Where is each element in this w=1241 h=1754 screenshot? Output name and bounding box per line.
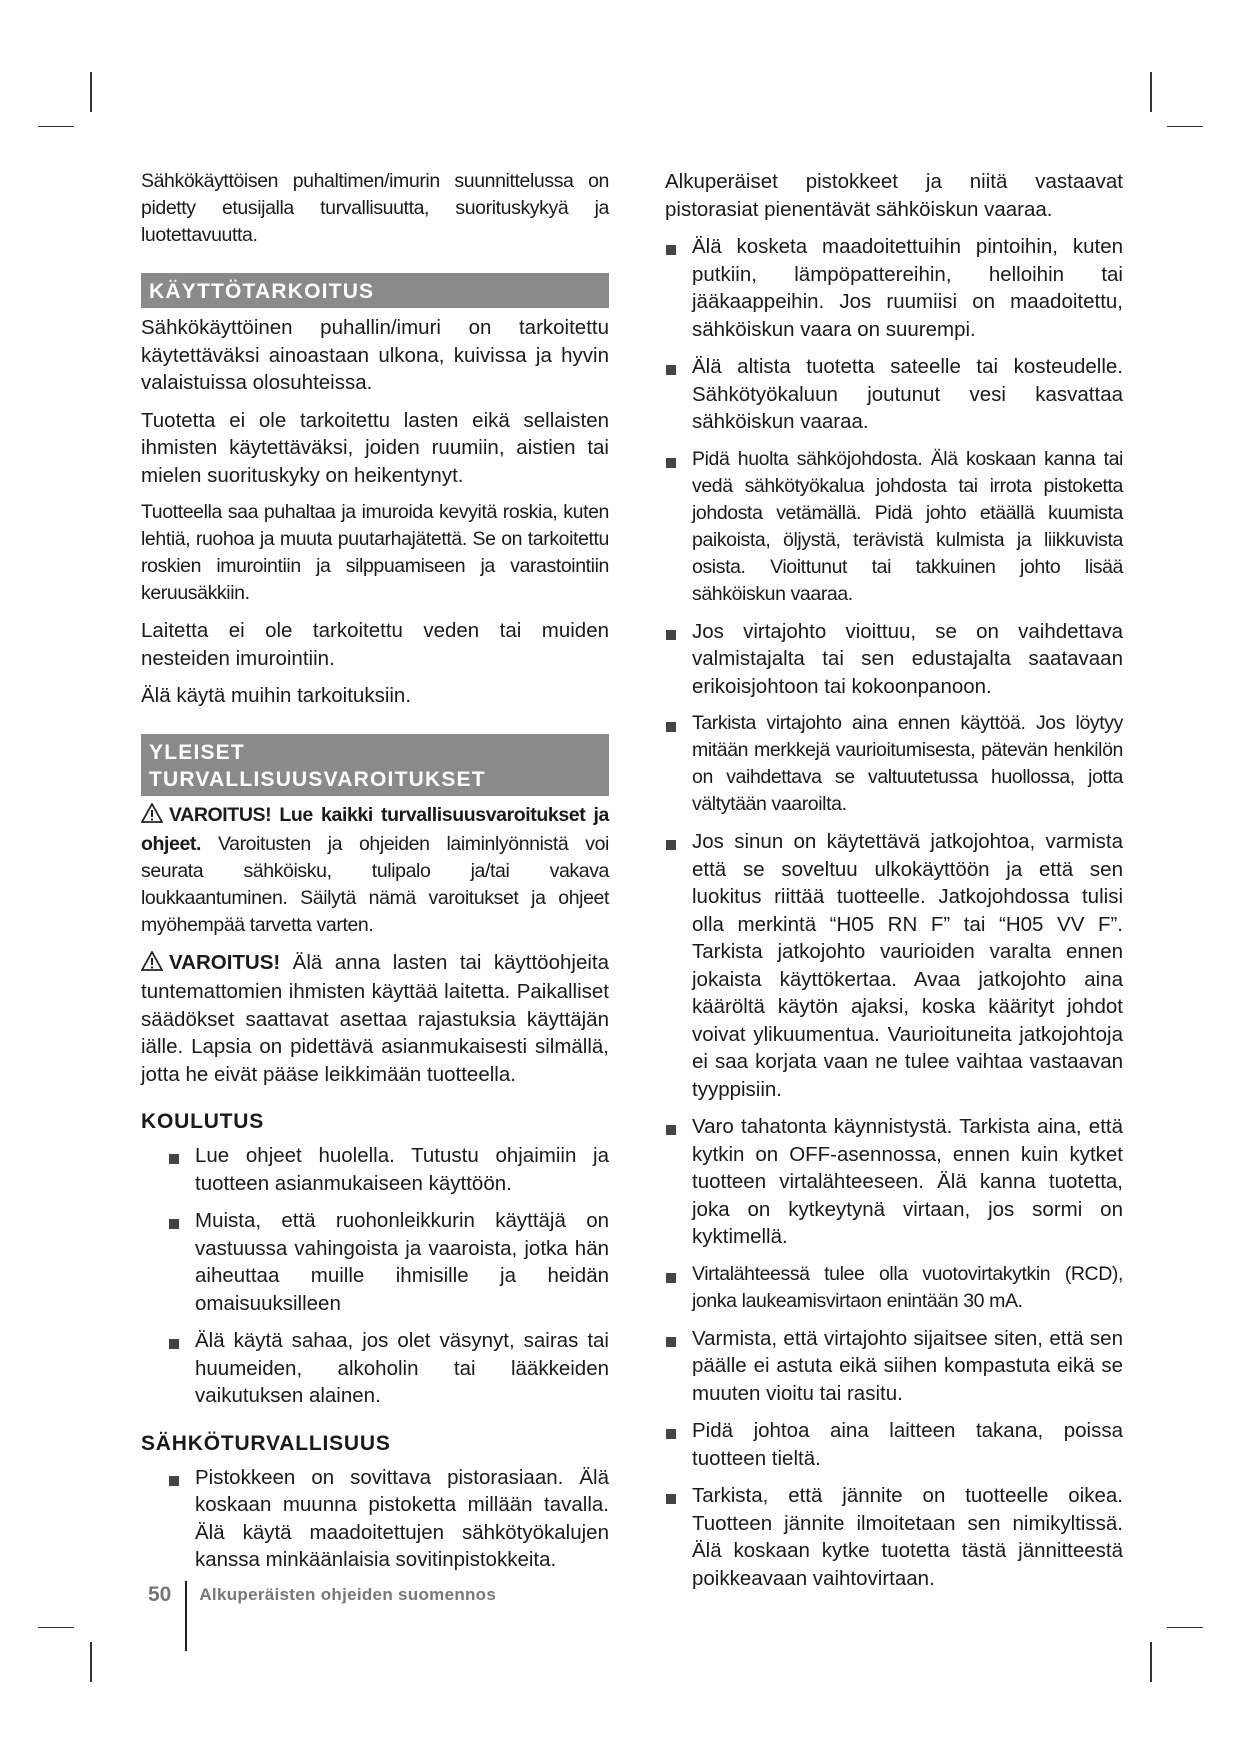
paragraph: Älä käytä muihin tarkoituksiin. bbox=[141, 684, 412, 707]
list-item: Älä altista tuotetta sateelle tai kosteudelle. Sähkötyökaluun joutunut vesi kasvattaa sähköiskun vaaraa. bbox=[665, 353, 1123, 436]
crop-mark bbox=[1150, 72, 1152, 112]
warning-bold-text: VAROITUS! Lue kaikki turvallisuusvaroitukset ja ohjeet. bbox=[141, 803, 609, 855]
list-item: Jos virtajohto vioittuu, se on vaihdettava valmistajalta tai sen edustajalta saatavaan erikoisjohtoon tai kokoonpanoon. bbox=[665, 618, 1123, 701]
list-item: Pistokkeen on sovittava pistorasiaan. Älä koskaan muunna pistoketta millään tavalla. Älä käytä maadoitettujen sähkötyökalujen kanssa minkäänlaisia sovitinpistokkeita. bbox=[168, 1464, 609, 1574]
page-footer bbox=[148, 1581, 496, 1651]
warning-triangle-icon bbox=[141, 951, 163, 979]
heading-line: YLEISET bbox=[149, 740, 245, 764]
warning-bold-text: VAROITUS! bbox=[169, 950, 281, 974]
warning-triangle-icon bbox=[141, 803, 163, 831]
warning-text: Älä anna lasten tai käyttöohjeita tuntemattomien ihmisten käyttää laitetta. Paikalliset säädökset saattavat asettaa rajastuksia käyttäjän iälle. Lapsia on pidettävä asianmukaisesti silmällä, jotta he eivät pääse leikkimään tuotteella. bbox=[141, 950, 609, 1086]
list-item: Älä käytä sahaa, jos olet väsynyt, sairas tai huumeiden, alkoholin tai lääkkeiden vaikutuksen alainen. bbox=[168, 1327, 609, 1410]
crop-mark bbox=[90, 72, 92, 112]
list-item: Virtalähteessä tulee olla vuotovirtakytkin (RCD), jonka laukeamisvirtaon enintään 30 mA. bbox=[665, 1261, 1123, 1315]
footer-text: Alkuperäisten ohjeiden suomennos bbox=[199, 1585, 497, 1604]
paragraph: Tuotteella saa puhaltaa ja imuroida kevyitä roskia, kuten lehtiä, ruohoa ja muuta puutarhajätettä. Se on tarkoitettu roskien imurointiin ja silppuamiseen ja varastointiin keruusäkkiin. bbox=[141, 501, 609, 604]
crop-mark bbox=[1167, 1627, 1203, 1628]
footer-divider bbox=[185, 1581, 187, 1651]
list-item: Varo tahatonta käynnistystä. Tarkista aina, että kytkin on OFF-asennossa, ennen kuin kytket tuotteen virtalähteeseen. Älä kanna tuotetta, joka on kytkeytynä virtaan, jos sormi on kyktimellä. bbox=[665, 1113, 1123, 1251]
section-heading-yleiset bbox=[141, 734, 609, 796]
list-item: Lue ohjeet huolella. Tutustu ohjaimiin ja tuotteen asianmukaiseen käyttöön. bbox=[168, 1142, 609, 1197]
section-heading-kayttotarkoitus: KÄYTTÖTARKOITUS bbox=[141, 273, 609, 308]
left-column bbox=[141, 168, 609, 1584]
page-number: 50 bbox=[148, 1583, 172, 1606]
crop-mark bbox=[90, 1642, 92, 1682]
list-item: Muista, että ruohonleikkurin käyttäjä on vastuussa vahingoista ja vaaroista, jotka hän aiheuttaa muille ihmisille ja heidän omaisuuksilleen bbox=[168, 1207, 609, 1317]
crop-mark bbox=[38, 1627, 74, 1628]
paragraph: Laitetta ei ole tarkoitettu veden tai muiden nesteiden imurointiin. bbox=[141, 619, 609, 670]
right-column bbox=[665, 168, 1123, 1602]
warning-text: Varoitusten ja ohjeiden laiminlyönnistä voi seurata sähköisku, tulipalo ja/tai vakava loukkaantuminen. Säilytä nämä varoitukset ja ohjeet myöhempää tarvetta varten. bbox=[141, 832, 609, 936]
warning-paragraph bbox=[141, 802, 609, 939]
subheading-sahkoturvallisuus: SÄHKÖTURVALLISUUS bbox=[141, 1431, 391, 1455]
list-item: Älä kosketa maadoitettuihin pintoihin, kuten putkiin, lämpöpattereihin, helloihin tai jääkaappeihin. Jos ruumiisi on maadoitettu, sähköiskun vaara on suurempi. bbox=[665, 233, 1123, 343]
heading-line: TURVALLISUUSVAROITUKSET bbox=[149, 767, 486, 791]
intro-paragraph: Sähkökäyttöisen puhaltimen/imurin suunnittelussa on pidetty etusijalla turvallisuutta, suorituskykyä ja luotettavuutta. bbox=[141, 170, 609, 246]
subheading-koulutus: KOULUTUS bbox=[141, 1110, 265, 1133]
list-item: Pidä huolta sähköjohdosta. Älä koskaan kanna tai vedä sähkötyökalua johdosta tai irrota pistoketta johdosta vetämällä. Pidä johto etäällä kuumista paikoista, öljystä, terävistä kulmista ja liikkuvista osista. Vioittunut tai takkuinen johto lisää sähköiskun vaaraa. bbox=[665, 446, 1123, 608]
warning-paragraph bbox=[141, 949, 609, 1089]
paragraph: Sähkökäyttöinen puhallin/imuri on tarkoitettu käytettäväksi ainoastaan ulkona, kuivissa ja hyvin valaistuissa olosuhteissa. bbox=[141, 316, 609, 394]
crop-mark bbox=[1150, 1642, 1152, 1682]
list-item: Varmista, että virtajohto sijaitsee siten, että sen päälle ei astuta eikä siihen kompastuta eikä se muuten vioitu tai rasitu. bbox=[665, 1325, 1123, 1408]
crop-mark bbox=[1167, 126, 1203, 127]
continuation-paragraph: Alkuperäiset pistokkeet ja niitä vastaavat pistorasiat pienentävät sähköiskun vaaraa. bbox=[665, 170, 1123, 221]
paragraph: Tuotetta ei ole tarkoitettu lasten eikä sellaisten ihmisten käytettäväksi, joiden ruumiin, aistien tai mielen suorituskyky on heikentynyt. bbox=[141, 408, 609, 487]
list-item: Tarkista, että jännite on tuotteelle oikea. Tuotteen jännite ilmoitetaan sen nimikyltissä. Älä koskaan kytke tuotetta tästä jännitteestä poikkeavaan vaihtovirtaan. bbox=[665, 1482, 1123, 1592]
crop-mark bbox=[38, 126, 74, 127]
list-item: Pidä johtoa aina laitteen takana, poissa tuotteen tieltä. bbox=[665, 1417, 1123, 1472]
list-item: Tarkista virtajohto aina ennen käyttöä. Jos löytyy mitään merkkejä vaurioitumisesta, pätevän henkilön on vaihdettava se valtuutetussa huollossa, jotta vältytään vaaroilta. bbox=[665, 710, 1123, 818]
list-item: Jos sinun on käytettävä jatkojohtoa, varmista että se soveltuu ulkokäyttöön ja että sen luokitus riittää tuotteelle. Jatkojohdossa tulisi olla merkintä “H05 RN F” tai “H05 VV F”. Tarkista jatkojohto vaurioiden varalta ennen jokaista käyttökertaa. Avaa jatkojohto aina kääröltä käytön ajaksi, koska käärityt johdot voivat ylikuumentua. Vaurioituneita jatkojohtoja ei saa korjata vaan ne tulee vaihtaa vastaavan tyyppisiin. bbox=[665, 828, 1123, 1103]
